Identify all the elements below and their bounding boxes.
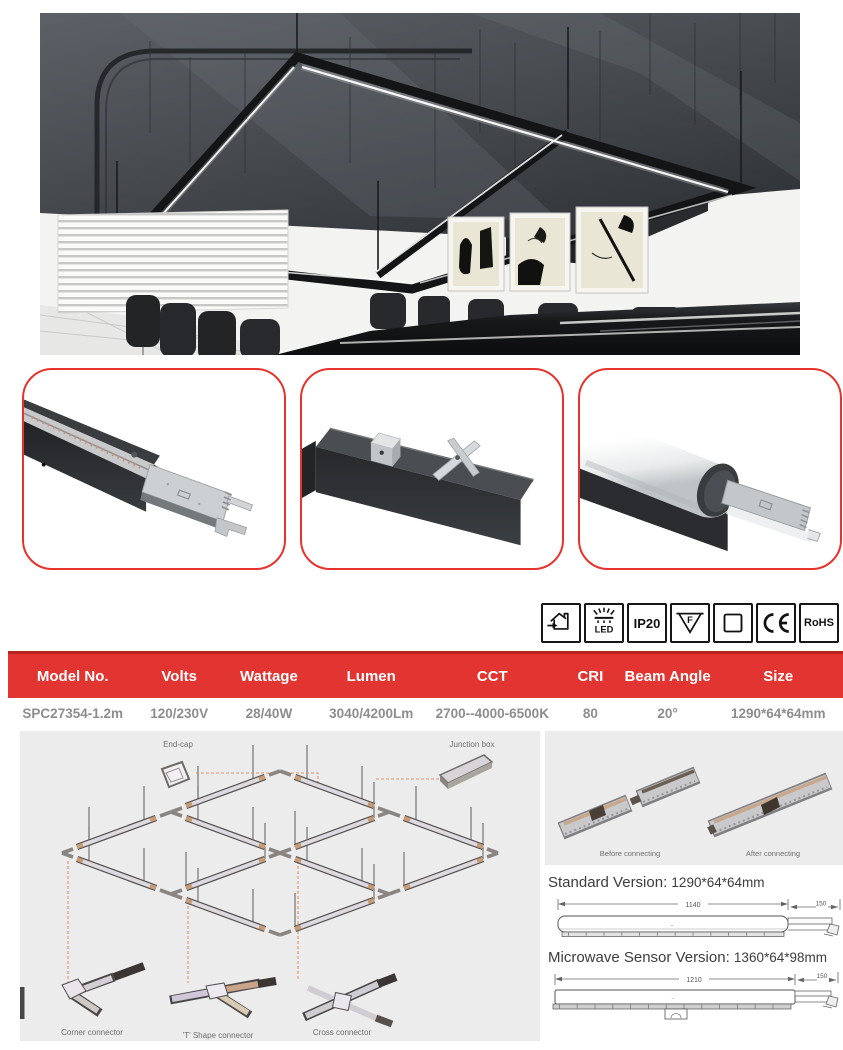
value-volts: 120/230V (150, 706, 209, 721)
spec-table-header (8, 651, 843, 698)
col-model: Model No. (36, 667, 109, 685)
standard-version-drawing (548, 896, 843, 950)
corner-connector-label: Corner connector (61, 1028, 123, 1037)
cross-connector-label: Cross connector (312, 1028, 372, 1037)
col-wattage: Wattage (240, 667, 298, 685)
ip20-icon: IP20 (627, 603, 667, 643)
svg-text:F: F (687, 615, 693, 625)
channel-drawing (302, 370, 558, 564)
col-cri: CRI (577, 667, 604, 685)
svg-text:..: .. (671, 995, 675, 1001)
assembly-diagram (20, 731, 540, 1041)
col-lumen: Lumen (346, 667, 396, 685)
std-length-dim: 1140 (685, 902, 701, 909)
end-cap-part (162, 762, 189, 787)
wall-pictures (448, 207, 648, 293)
product-card-diffuser (578, 368, 842, 570)
mw-end-connector (795, 991, 838, 1008)
value-beam-angle: 20° (657, 706, 678, 721)
std-end-connector (788, 918, 839, 936)
svg-text:..: .. (670, 922, 674, 928)
junction-box-part (440, 755, 492, 789)
value-cct: 2700--4000-6500K (435, 706, 549, 721)
corner-connector-part (62, 966, 144, 1013)
surface-mount-icon (713, 603, 753, 643)
microwave-version-heading (548, 949, 827, 966)
certification-icons (541, 603, 839, 643)
hero-image (40, 13, 800, 355)
t-connector-part (170, 981, 276, 1015)
end-cap-label: End-cap (163, 740, 193, 749)
svg-text:LED: LED (594, 624, 614, 635)
microwave-version-label: Microwave Sensor Version: (548, 949, 730, 966)
product-card-channel-clips (300, 368, 564, 570)
diffuser-drawing (580, 370, 836, 564)
window-blind (58, 210, 288, 313)
col-volts: Volts (161, 667, 197, 685)
std-led-tray (562, 932, 784, 937)
value-model: SPC27354-1.2m (22, 706, 123, 721)
after-connecting-drawing (709, 777, 829, 832)
standard-version-label: Standard Version: (548, 874, 668, 891)
value-cri: 80 (582, 706, 598, 721)
standard-version-heading (548, 874, 765, 891)
product-card-led-module (22, 368, 286, 570)
node-connectors (62, 771, 498, 935)
standard-version-size: 1290*64*64mm (671, 875, 765, 890)
col-beam-angle: Beam Angle (624, 667, 711, 685)
before-connecting-drawing (561, 771, 697, 834)
led-module-drawing (24, 370, 280, 564)
t-shape-connector-label: 'T' Shape connector (182, 1031, 254, 1040)
microwave-version-drawing (545, 970, 843, 1034)
mw-sensor (665, 1009, 687, 1019)
ce-icon (756, 603, 796, 643)
f-triangle-icon (670, 603, 710, 643)
connection-panel (545, 731, 843, 865)
microwave-version-size: 1360*64*98mm (733, 950, 827, 965)
mw-length-dim: 1210 (686, 977, 702, 984)
before-connecting-label: Before connecting (599, 849, 661, 858)
col-cct: CCT (476, 667, 508, 685)
std-end-dim: 150 (815, 900, 827, 908)
mw-end-dim: 150 (816, 973, 828, 980)
assembly-diagram-panel (20, 731, 540, 1041)
spec-table-row (8, 698, 843, 729)
spec-table (8, 651, 843, 729)
mw-body (555, 990, 795, 1004)
connection-drawing (545, 731, 843, 865)
rohs-icon: RoHS (799, 603, 839, 643)
after-connecting-label: After connecting (745, 849, 801, 858)
indoor-use-icon (541, 603, 581, 643)
col-size: Size (763, 667, 794, 685)
value-lumen: 3040/4200Lm (329, 706, 414, 721)
led-icon (584, 603, 624, 643)
value-size: 1290*64*64mm (730, 706, 826, 721)
junction-box-label: Junction box (449, 740, 495, 749)
value-wattage: 28/40W (245, 706, 293, 721)
